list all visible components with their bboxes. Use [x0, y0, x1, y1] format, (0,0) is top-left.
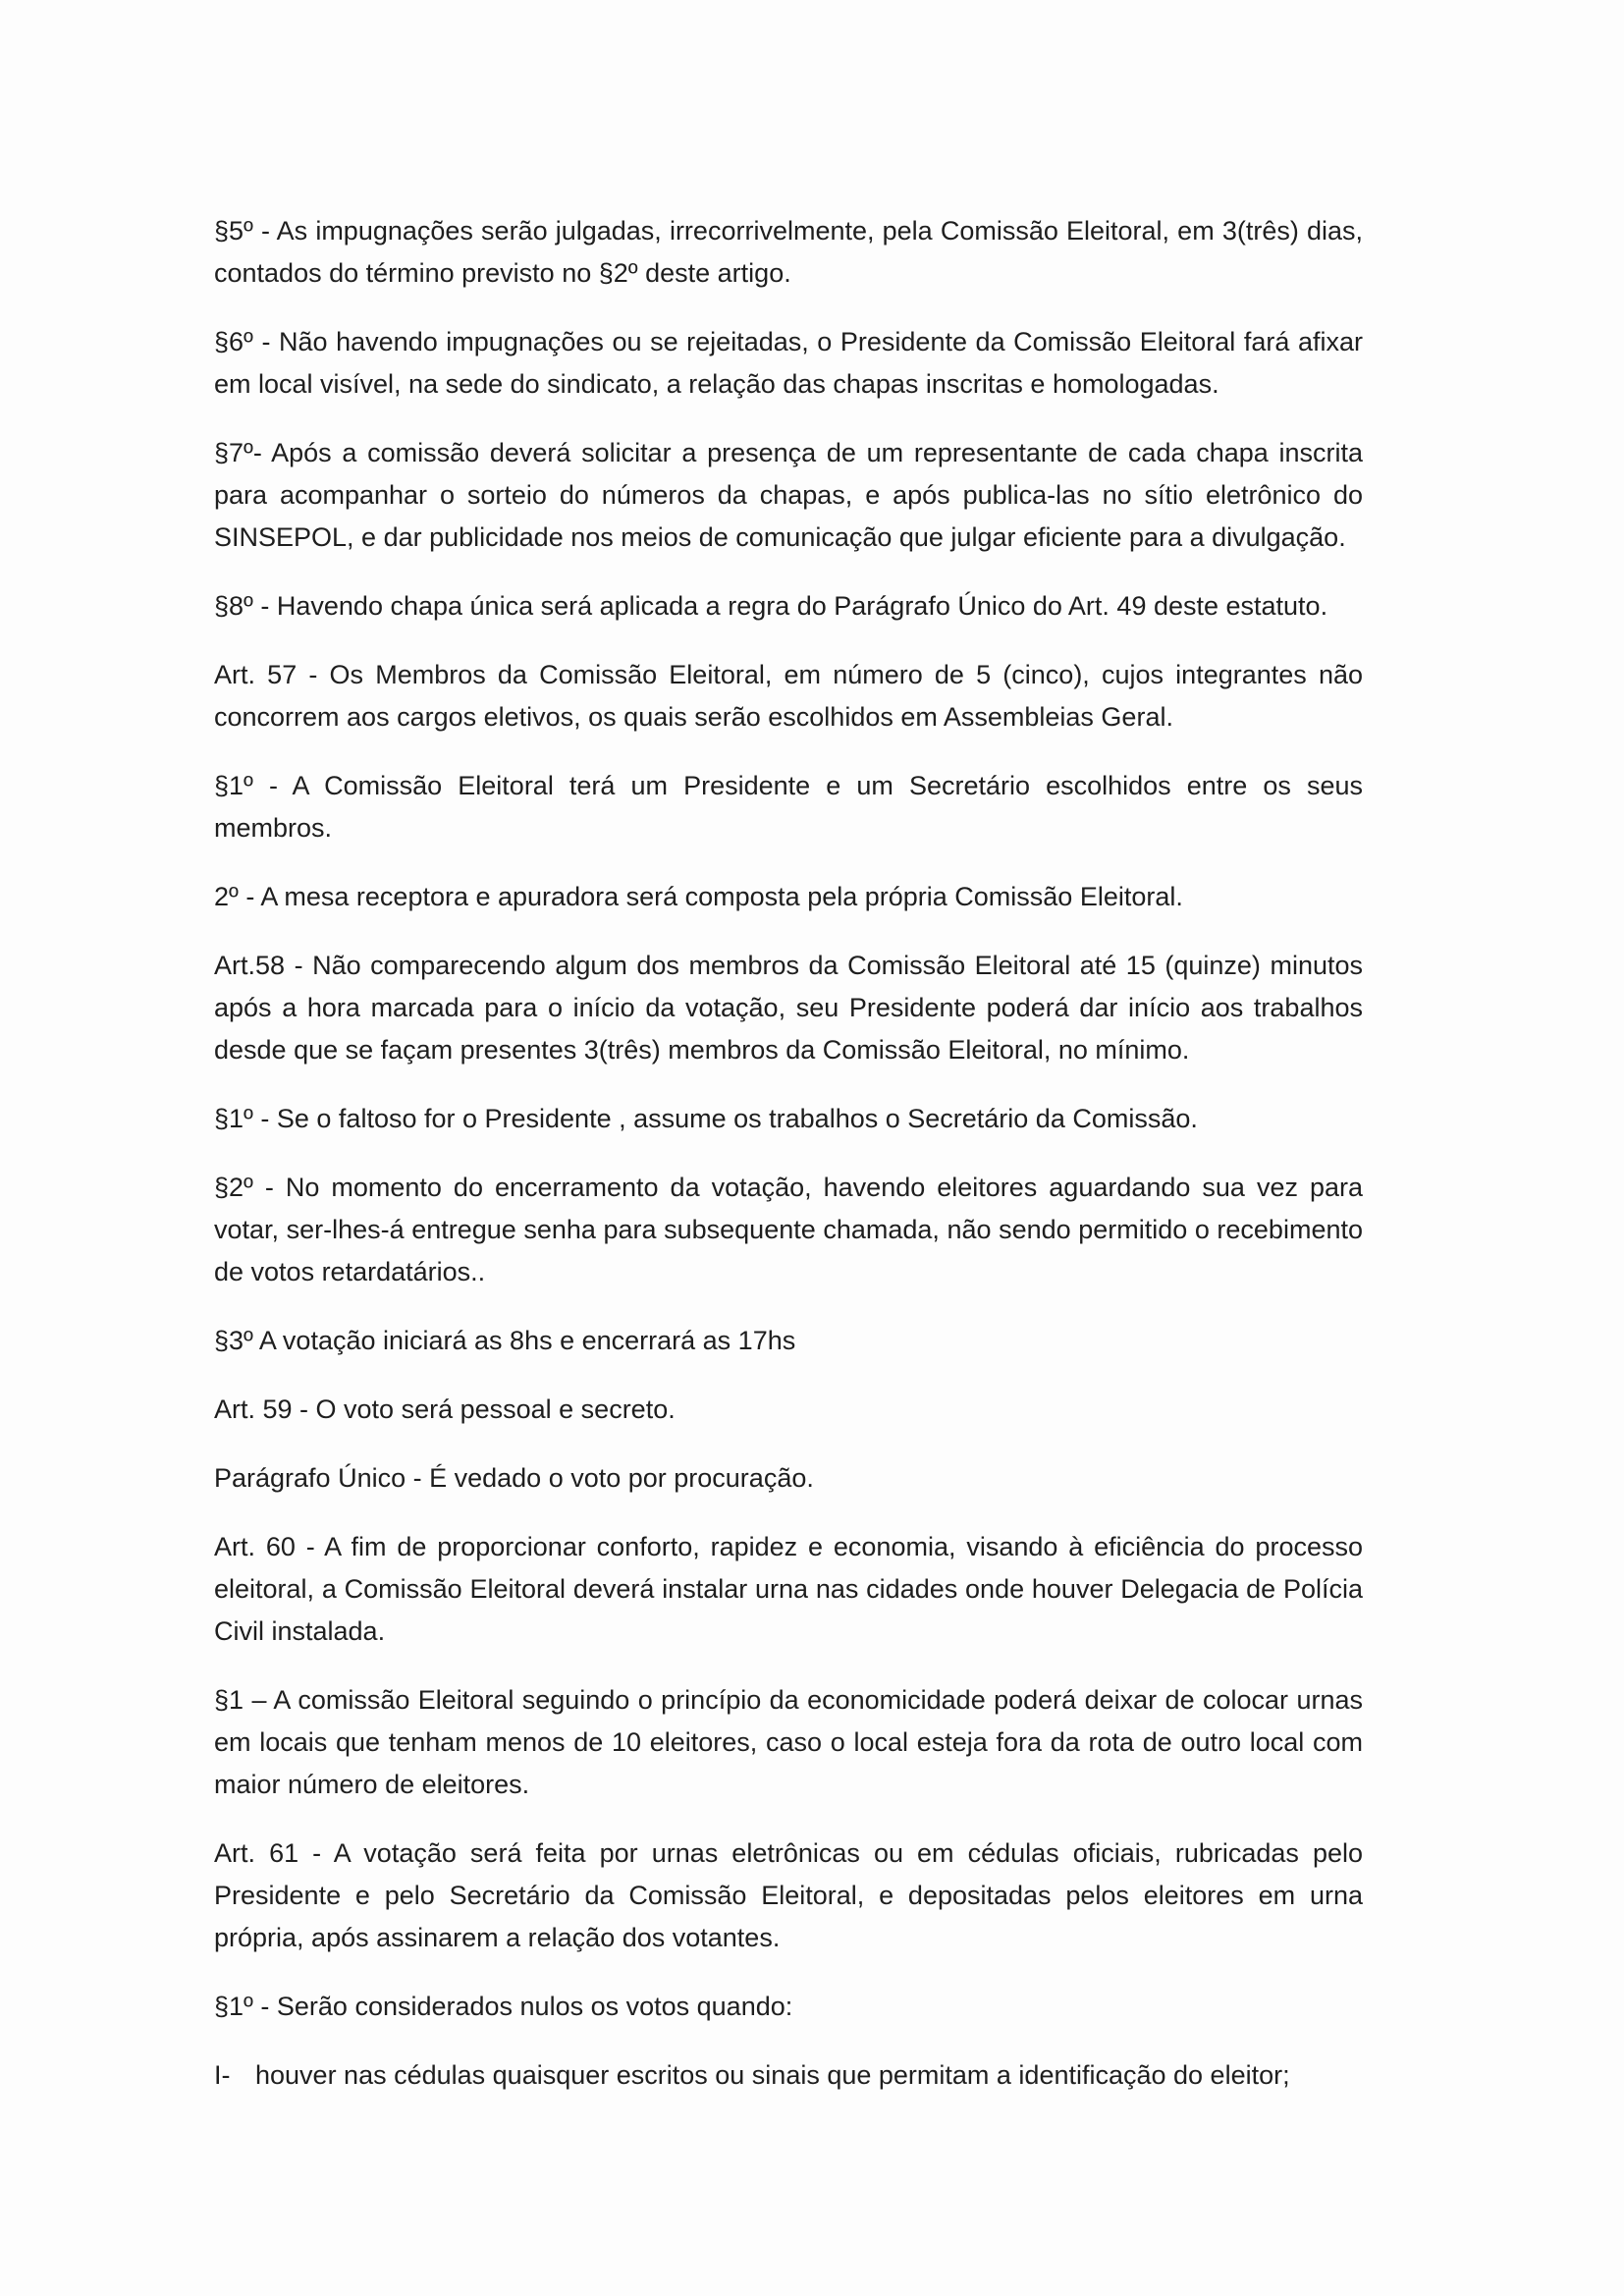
paragraph-art60: Art. 60 - A fim de proporcionar conforto, rapidez e economia, visando à eficiência do processo eleitoral, a Comissão Eleitoral deverá instalar urna nas cidades onde houver Delegacia de Polícia Civil instalada.	[214, 1532, 1363, 1646]
paragraph-art57-par1: §1º - A Comissão Eleitoral terá um Presidente e um Secretário escolhidos entre os seus membros.	[214, 771, 1363, 843]
list-item-text: houver nas cédulas quaisquer escritos ou sinais que permitam a identificação do eleitor;	[255, 2060, 1290, 2090]
paragraph-art58-par2: §2º - No momento do encerramento da votação, havendo eleitores aguardando sua vez para votar, ser-lhes-á entregue senha para subsequente chamada, não sendo permitido o recebimento de votos retardatários..	[214, 1173, 1363, 1286]
paragraph-par6: §6º - Não havendo impugnações ou se rejeitadas, o Presidente da Comissão Eleitoral fará afixar em local visível, na sede do sindicato, a relação das chapas inscritas e homologadas.	[214, 327, 1363, 399]
paragraph-art59: Art. 59 - O voto será pessoal e secreto.	[214, 1394, 676, 1424]
document-body	[214, 210, 1363, 2097]
paragraph-art61: Art. 61 - A votação será feita por urnas eletrônicas ou em cédulas oficiais, rubricadas pelo Presidente e pelo Secretário da Comissão Eleitoral, e depositadas pelos eleitores em urna própria, após assinarem a relação dos votantes.	[214, 1838, 1363, 1952]
paragraph-art57-par2: 2º - A mesa receptora e apuradora será composta pela própria Comissão Eleitoral.	[214, 882, 1183, 911]
list-item-marker: I-	[214, 2060, 231, 2090]
paragraph-art58: Art.58 - Não comparecendo algum dos membros da Comissão Eleitoral até 15 (quinze) minutos após a hora marcada para o início da votação, seu Presidente poderá dar início aos trabalhos desde que se façam presentes 3(três) membros da Comissão Eleitoral, no mínimo.	[214, 951, 1363, 1065]
paragraph-art60-par1: §1 – A comissão Eleitoral seguindo o princípio da economicidade poderá deixar de colocar urnas em locais que tenham menos de 10 eleitores, caso o local esteja fora da rota de outro local com maior número de eleitores.	[214, 1685, 1363, 1799]
paragraph-art61-par1: §1º - Serão considerados nulos os votos quando:	[214, 1992, 793, 2021]
paragraph-par7: §7º- Após a comissão deverá solicitar a presença de um representante de cada chapa inscrita para acompanhar o sorteio do números da chapas, e após publica-las no sítio eletrônico do SINSEPOL, e dar publicidade nos meios de comunicação que julgar eficiente para a divulgação.	[214, 438, 1363, 552]
list-item	[214, 2054, 1363, 2097]
paragraph-art59-sole: Parágrafo Único - É vedado o voto por procuração.	[214, 1463, 814, 1493]
paragraph-par5: §5º - As impugnações serão julgadas, irrecorrivelmente, pela Comissão Eleitoral, em 3(três) dias, contados do término previsto no §2º deste artigo.	[214, 216, 1363, 288]
paragraph-par8: §8º - Havendo chapa única será aplicada a regra do Parágrafo Único do Art. 49 deste estatuto.	[214, 591, 1328, 621]
paragraph-art58-par3: §3º A votação iniciará as 8hs e encerrará as 17hs	[214, 1326, 796, 1355]
paragraph-art58-par1: §1º - Se o faltoso for o Presidente , assume os trabalhos o Secretário da Comissão.	[214, 1104, 1198, 1133]
paragraph-art57: Art. 57 - Os Membros da Comissão Eleitoral, em número de 5 (cinco), cujos integrantes não concorrem aos cargos eletivos, os quais serão escolhidos em Assembleias Geral.	[214, 660, 1363, 732]
